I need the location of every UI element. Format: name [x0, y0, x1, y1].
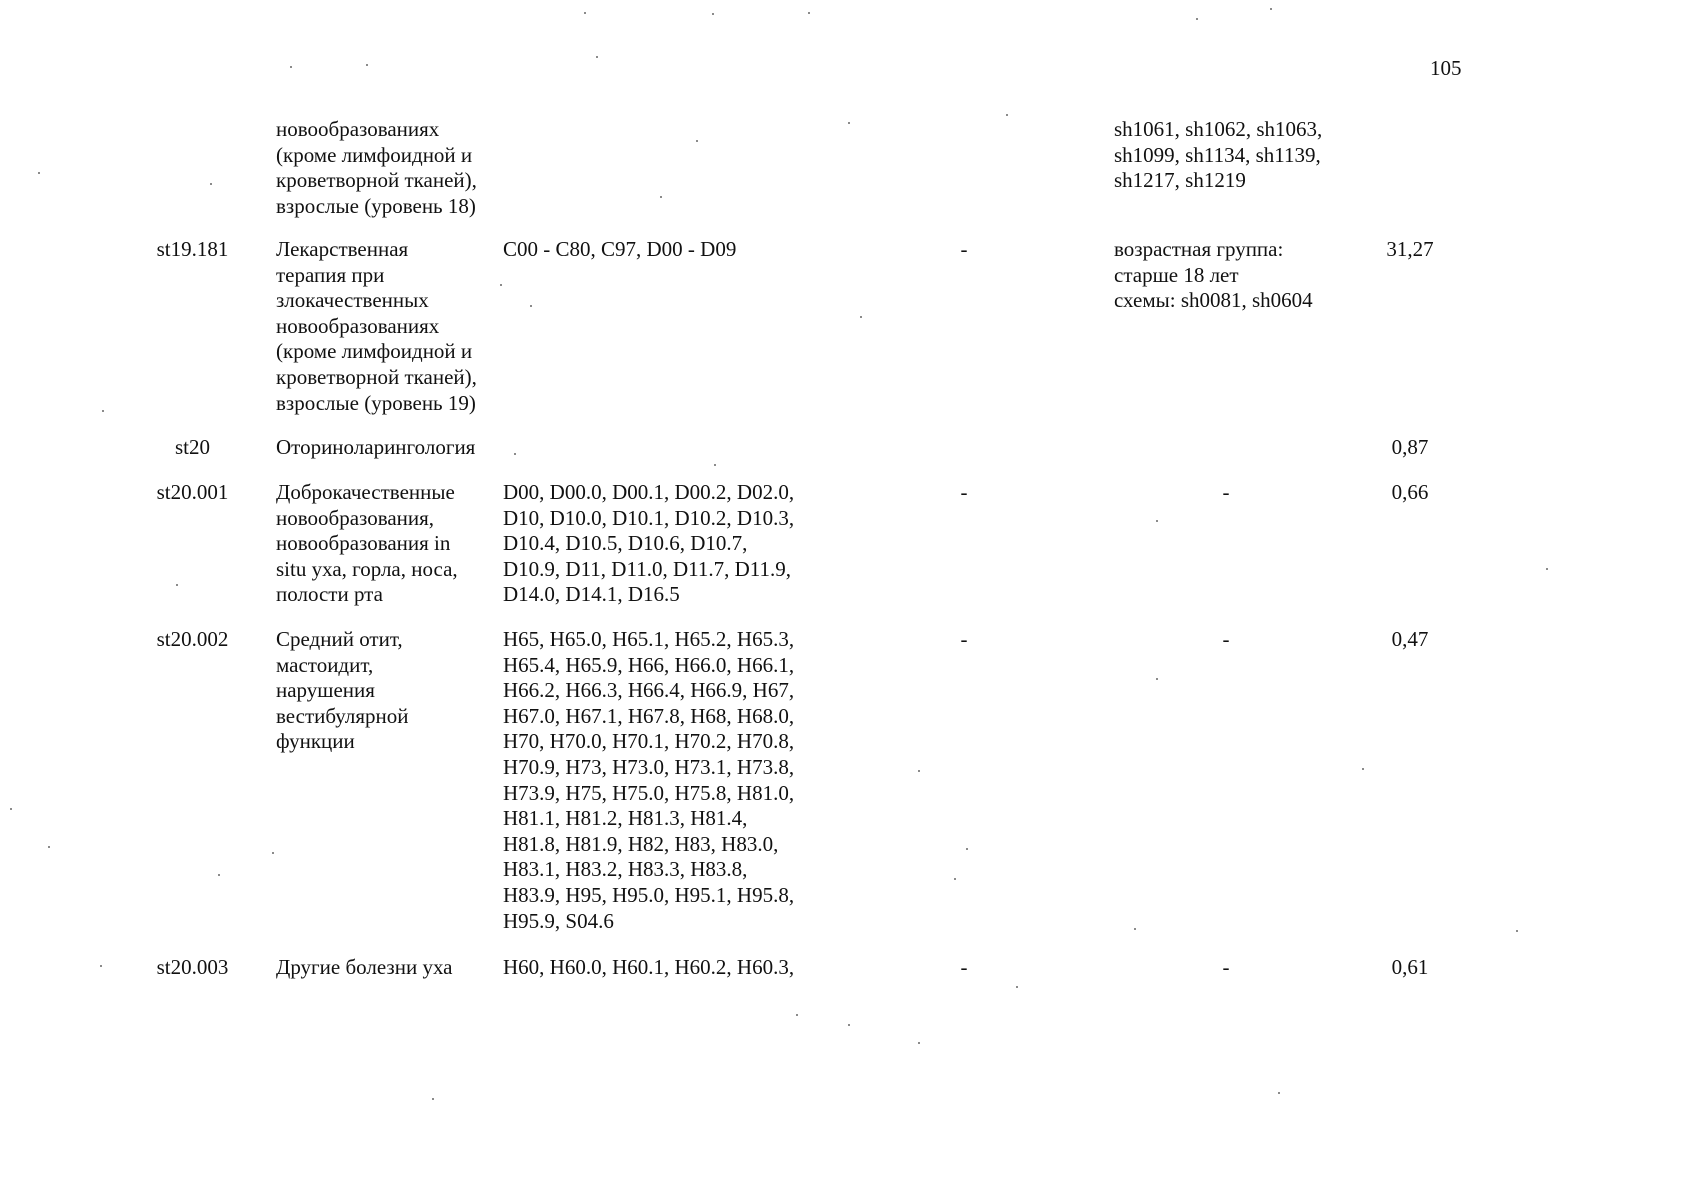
other-criteria-line: схемы: sh0081, sh0604	[1114, 288, 1313, 313]
coefficient-line: 0,66	[1391, 480, 1429, 504]
icd-codes-line: H70, H70.0, H70.1, H70.2, H70.8,	[503, 729, 795, 754]
icd-codes-line: D10.9, D11, D11.0, D11.7, D11.9,	[503, 556, 791, 581]
other-criteria-line: -	[1222, 955, 1230, 979]
ksg-name-line: новообразования in	[276, 531, 451, 556]
scan-speck	[714, 464, 716, 466]
icd-codes-line: H60, H60.0, H60.1, H60.2, H60.3,	[503, 955, 795, 979]
scan-speck	[218, 874, 220, 876]
icd-codes-line: H73.9, H75, H75.0, H75.8, H81.0,	[503, 780, 795, 805]
ksg-name-line: терапия при	[276, 262, 385, 287]
ksg-name-line: кроветворной тканей),	[276, 364, 477, 389]
scan-speck	[1016, 986, 1018, 988]
scan-speck	[860, 316, 862, 318]
ksg-code-line: st19.181	[156, 237, 229, 261]
scan-speck	[100, 965, 102, 967]
ksg-name-line: (кроме лимфоидной и	[276, 142, 473, 167]
scan-speck	[500, 284, 502, 286]
icd-codes	[503, 627, 821, 934]
ksg-name-line: взрослые (уровень 19)	[276, 390, 476, 415]
coefficient	[1378, 435, 1442, 461]
ksg-code	[130, 435, 255, 461]
scan-speck	[848, 122, 850, 124]
scan-speck	[1006, 114, 1008, 116]
ksg-name	[276, 627, 498, 755]
scan-speck	[808, 12, 810, 14]
other-criteria-line: старше 18 лет	[1114, 262, 1239, 287]
ksg-name	[276, 955, 498, 981]
ksg-code-line: st20.003	[156, 955, 229, 979]
scan-speck	[1156, 678, 1158, 680]
other-criteria	[1114, 117, 1354, 194]
scan-speck	[514, 453, 516, 455]
scan-speck	[796, 1014, 798, 1016]
scan-speck	[954, 878, 956, 880]
ksg-code-line: st20.002	[156, 627, 229, 651]
ksg-name	[276, 117, 498, 219]
ksg-name-line: Доброкачественные	[276, 480, 455, 504]
ksg-name-line: situ уха, горла, носа,	[276, 556, 458, 581]
other-criteria-line: возрастная группа:	[1114, 237, 1284, 261]
ksg-name-line: взрослые (уровень 18)	[276, 193, 476, 218]
scan-speck	[918, 1042, 920, 1044]
scan-speck	[10, 808, 12, 810]
operation-code-line: -	[960, 480, 968, 504]
ksg-name-line: полости рта	[276, 582, 383, 607]
operation-code	[944, 627, 984, 653]
other-criteria-line: sh1217, sh1219	[1114, 168, 1246, 193]
ksg-name-line: Другие болезни уха	[276, 955, 453, 979]
icd-codes-line: H83.9, H95, H95.0, H95.1, H95.8,	[503, 882, 795, 907]
coefficient	[1378, 480, 1442, 506]
ksg-code-line: st20.001	[156, 480, 229, 504]
ksg-name-line: новообразованиях	[276, 117, 440, 141]
scan-speck	[176, 584, 178, 586]
scan-speck	[966, 848, 968, 850]
scan-speck	[848, 1024, 850, 1026]
other-criteria-line: -	[1222, 627, 1230, 651]
scan-speck	[712, 13, 714, 15]
ksg-code	[130, 480, 255, 506]
other-criteria-line: sh1061, sh1062, sh1063,	[1114, 117, 1323, 141]
icd-codes-line: H83.1, H83.2, H83.3, H83.8,	[503, 857, 748, 882]
scan-speck	[660, 196, 662, 198]
icd-codes	[503, 955, 821, 981]
operation-code	[944, 955, 984, 981]
coefficient	[1378, 955, 1442, 981]
page-number: 105	[1430, 56, 1462, 80]
scan-speck	[1156, 520, 1158, 522]
ksg-code	[130, 627, 255, 653]
operation-code-line: -	[960, 237, 968, 261]
operation-code	[944, 237, 984, 263]
icd-codes-line: D00, D00.0, D00.1, D00.2, D02.0,	[503, 480, 795, 504]
ksg-name	[276, 435, 498, 461]
ksg-name-line: новообразованиях	[276, 313, 440, 338]
icd-codes-line: H66.2, H66.3, H66.4, H66.9, H67,	[503, 678, 795, 703]
ksg-code-line: st20	[174, 435, 210, 459]
ksg-name-line: Средний отит,	[276, 627, 403, 651]
scan-speck	[272, 852, 274, 854]
icd-codes-line: H65, H65.0, H65.1, H65.2, H65.3,	[503, 627, 795, 651]
icd-codes	[503, 237, 821, 263]
scan-speck	[290, 66, 292, 68]
scan-speck	[1362, 768, 1364, 770]
scan-speck	[530, 305, 532, 307]
icd-codes-line: H81.8, H81.9, H82, H83, H83.0,	[503, 831, 779, 856]
ksg-name-line: нарушения	[276, 678, 375, 703]
scan-speck	[1546, 568, 1548, 570]
scan-speck	[38, 172, 40, 174]
scan-speck	[596, 56, 598, 58]
coefficient	[1378, 627, 1442, 653]
icd-codes-line: H70.9, H73, H73.0, H73.1, H73.8,	[503, 754, 795, 779]
scan-speck	[584, 12, 586, 14]
ksg-name-line: (кроме лимфоидной и	[276, 339, 473, 364]
ksg-name-line: мастоидит,	[276, 652, 374, 677]
ksg-name	[276, 237, 498, 416]
icd-codes-line: H65.4, H65.9, H66, H66.0, H66.1,	[503, 652, 795, 677]
icd-codes	[503, 480, 821, 608]
icd-codes-line: D10.4, D10.5, D10.6, D10.7,	[503, 531, 748, 556]
coefficient-line: 0,61	[1391, 955, 1429, 979]
scan-speck	[696, 140, 698, 142]
icd-codes-line: H95.9, S04.6	[503, 908, 614, 933]
scan-speck	[366, 64, 368, 66]
other-criteria-line: sh1099, sh1134, sh1139,	[1114, 142, 1321, 167]
ksg-name-line: вестибулярной	[276, 703, 409, 728]
coefficient-line: 0,47	[1391, 627, 1429, 651]
scan-speck	[48, 846, 50, 848]
coefficient-line: 0,87	[1391, 435, 1429, 459]
coefficient	[1378, 237, 1442, 263]
ksg-name-line: кроветворной тканей),	[276, 168, 477, 193]
operation-code	[944, 480, 984, 506]
other-criteria	[1206, 627, 1246, 653]
icd-codes-line: H67.0, H67.1, H67.8, H68, H68.0,	[503, 703, 795, 728]
scan-speck	[102, 410, 104, 412]
ksg-code	[130, 237, 255, 263]
ksg-name-line: новообразования,	[276, 505, 435, 530]
scan-speck	[1270, 8, 1272, 10]
ksg-name-line: злокачественных	[276, 288, 429, 313]
scan-speck	[1196, 18, 1198, 20]
coefficient-line: 31,27	[1386, 237, 1434, 261]
ksg-name-line: функции	[276, 729, 355, 754]
icd-codes-line: D14.0, D14.1, D16.5	[503, 582, 680, 607]
scan-speck	[432, 1098, 434, 1100]
other-criteria-line: -	[1222, 480, 1230, 504]
icd-codes-line: D10, D10.0, D10.1, D10.2, D10.3,	[503, 505, 795, 530]
operation-code-line: -	[960, 955, 968, 979]
other-criteria	[1206, 955, 1246, 981]
scan-speck	[918, 770, 920, 772]
scan-speck	[210, 183, 212, 185]
ksg-name	[276, 480, 498, 608]
scan-speck	[1134, 928, 1136, 930]
icd-codes-line: H81.1, H81.2, H81.3, H81.4,	[503, 806, 748, 831]
other-criteria	[1206, 480, 1246, 506]
other-criteria	[1114, 237, 1354, 314]
scan-speck	[1278, 1092, 1280, 1094]
operation-code-line: -	[960, 627, 968, 651]
ksg-code	[130, 955, 255, 981]
scan-speck	[1516, 930, 1518, 932]
ksg-name-line: Лекарственная	[276, 237, 409, 261]
ksg-name-line: Оториноларингология	[276, 435, 476, 459]
icd-codes-line: C00 - C80, C97, D00 - D09	[503, 237, 737, 261]
